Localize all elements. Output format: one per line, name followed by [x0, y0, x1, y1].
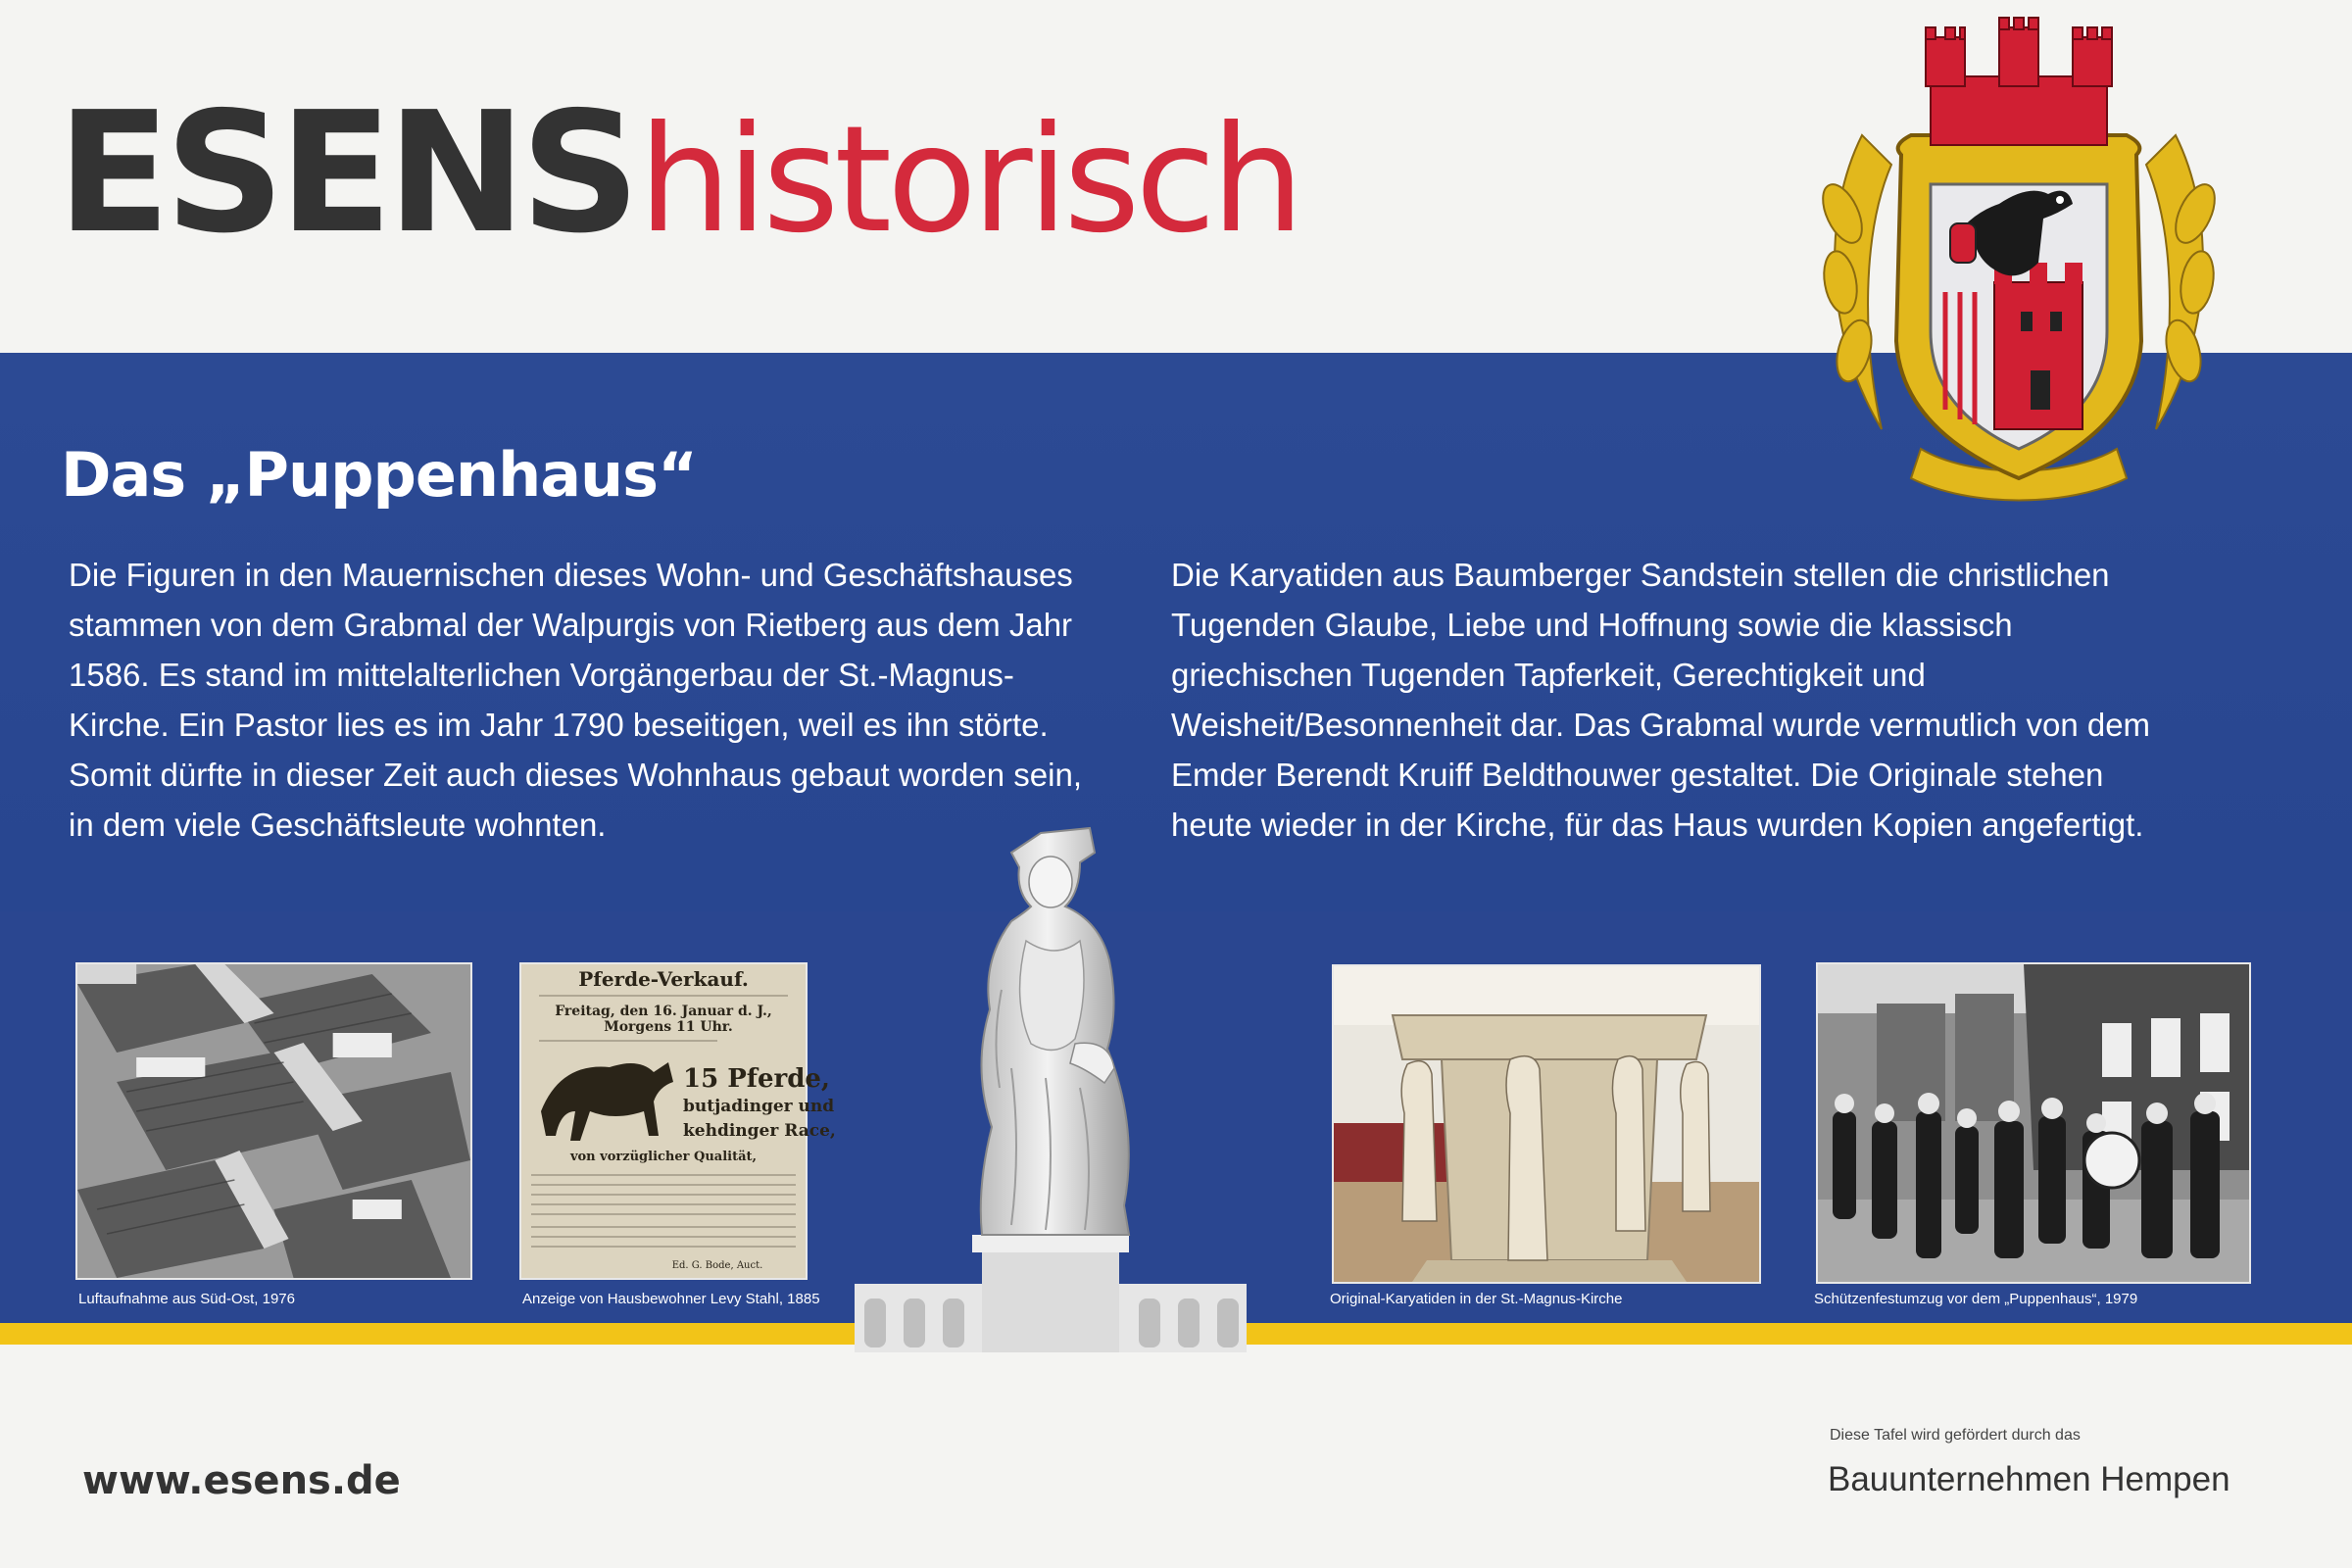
caption-parade: Schützenfestumzug vor dem „Puppenhaus“, 1979	[1814, 1291, 2138, 1307]
ad-signature: Ed. G. Bode, Auct.	[671, 1260, 763, 1271]
page-title	[57, 76, 1299, 286]
text-right: Die Karyatiden aus Baumberger Sandstein stellen die christlichen Tugenden Glaube, Liebe und Hoffnung sowie die klassisch griechischen Tugenden Tapferkeit, Gerechtigkeit und Weisheit/Besonnenheit dar. Das Grabmal wurde vermutlich von dem Emder Berendt Kruiff Beldthouwer gestaltet. Die Originale stehen heute wieder in der Kirche, für das Haus wurden Kopien angefertigt.	[1171, 557, 2151, 843]
ad-quality: von vorzüglicher Qualität,	[569, 1150, 758, 1164]
website-link[interactable]: www.esens.de	[82, 1458, 401, 1503]
sponsor-name: Bauunternehmen Hempen	[1828, 1460, 2230, 1498]
title-historisch: historisch	[638, 95, 1299, 266]
ad-big-line-1: 15 Pferde,	[683, 1064, 830, 1094]
ad-title: Pferde-Verkauf.	[578, 967, 749, 991]
ad-time-line: Morgens 11 Uhr.	[604, 1019, 733, 1035]
statue-image	[845, 813, 1256, 1352]
photo-advertisement	[519, 962, 836, 1280]
sponsor-note: Diese Tafel wird gefördert durch das	[1830, 1427, 2081, 1444]
ad-big-line-2: butjadinger und	[683, 1097, 835, 1116]
caption-caryatids: Original-Karyatiden in der St.-Magnus-Kirche	[1330, 1291, 1623, 1307]
title-esens: ESENS	[57, 76, 635, 270]
caption-advertisement: Anzeige von Hausbewohner Levy Stahl, 1885	[522, 1291, 820, 1307]
ad-big-line-3: kehdinger Race,	[683, 1121, 836, 1141]
photo-caryatids	[1332, 964, 1761, 1284]
ad-date-line: Freitag, den 16. Januar d. J.,	[555, 1004, 772, 1019]
photo-parade	[1816, 962, 2251, 1284]
caption-aerial: Luftaufnahme aus Süd-Ost, 1976	[78, 1291, 295, 1307]
photo-aerial	[75, 962, 472, 1280]
section-heading: Das „Puppenhaus“	[61, 439, 697, 511]
coat-of-arms-icon	[1803, 18, 2234, 527]
text-left: Die Figuren in den Mauernischen dieses Wohn- und Geschäftshauses stammen von dem Grabmal der Walpurgis von Rietberg aus dem Jahr 1586. Es stand im mittelalterlichen Vorgängerbau der St.-Magnus- Kirche. Ein Pastor lies es im Jahr 1790 beseitigen, weil es ihn störte. Somit dürfte in dieser Zeit auch dieses Wohnhaus gebaut worden sein, in dem viele Geschäftsleute wohnten.	[69, 557, 1082, 843]
